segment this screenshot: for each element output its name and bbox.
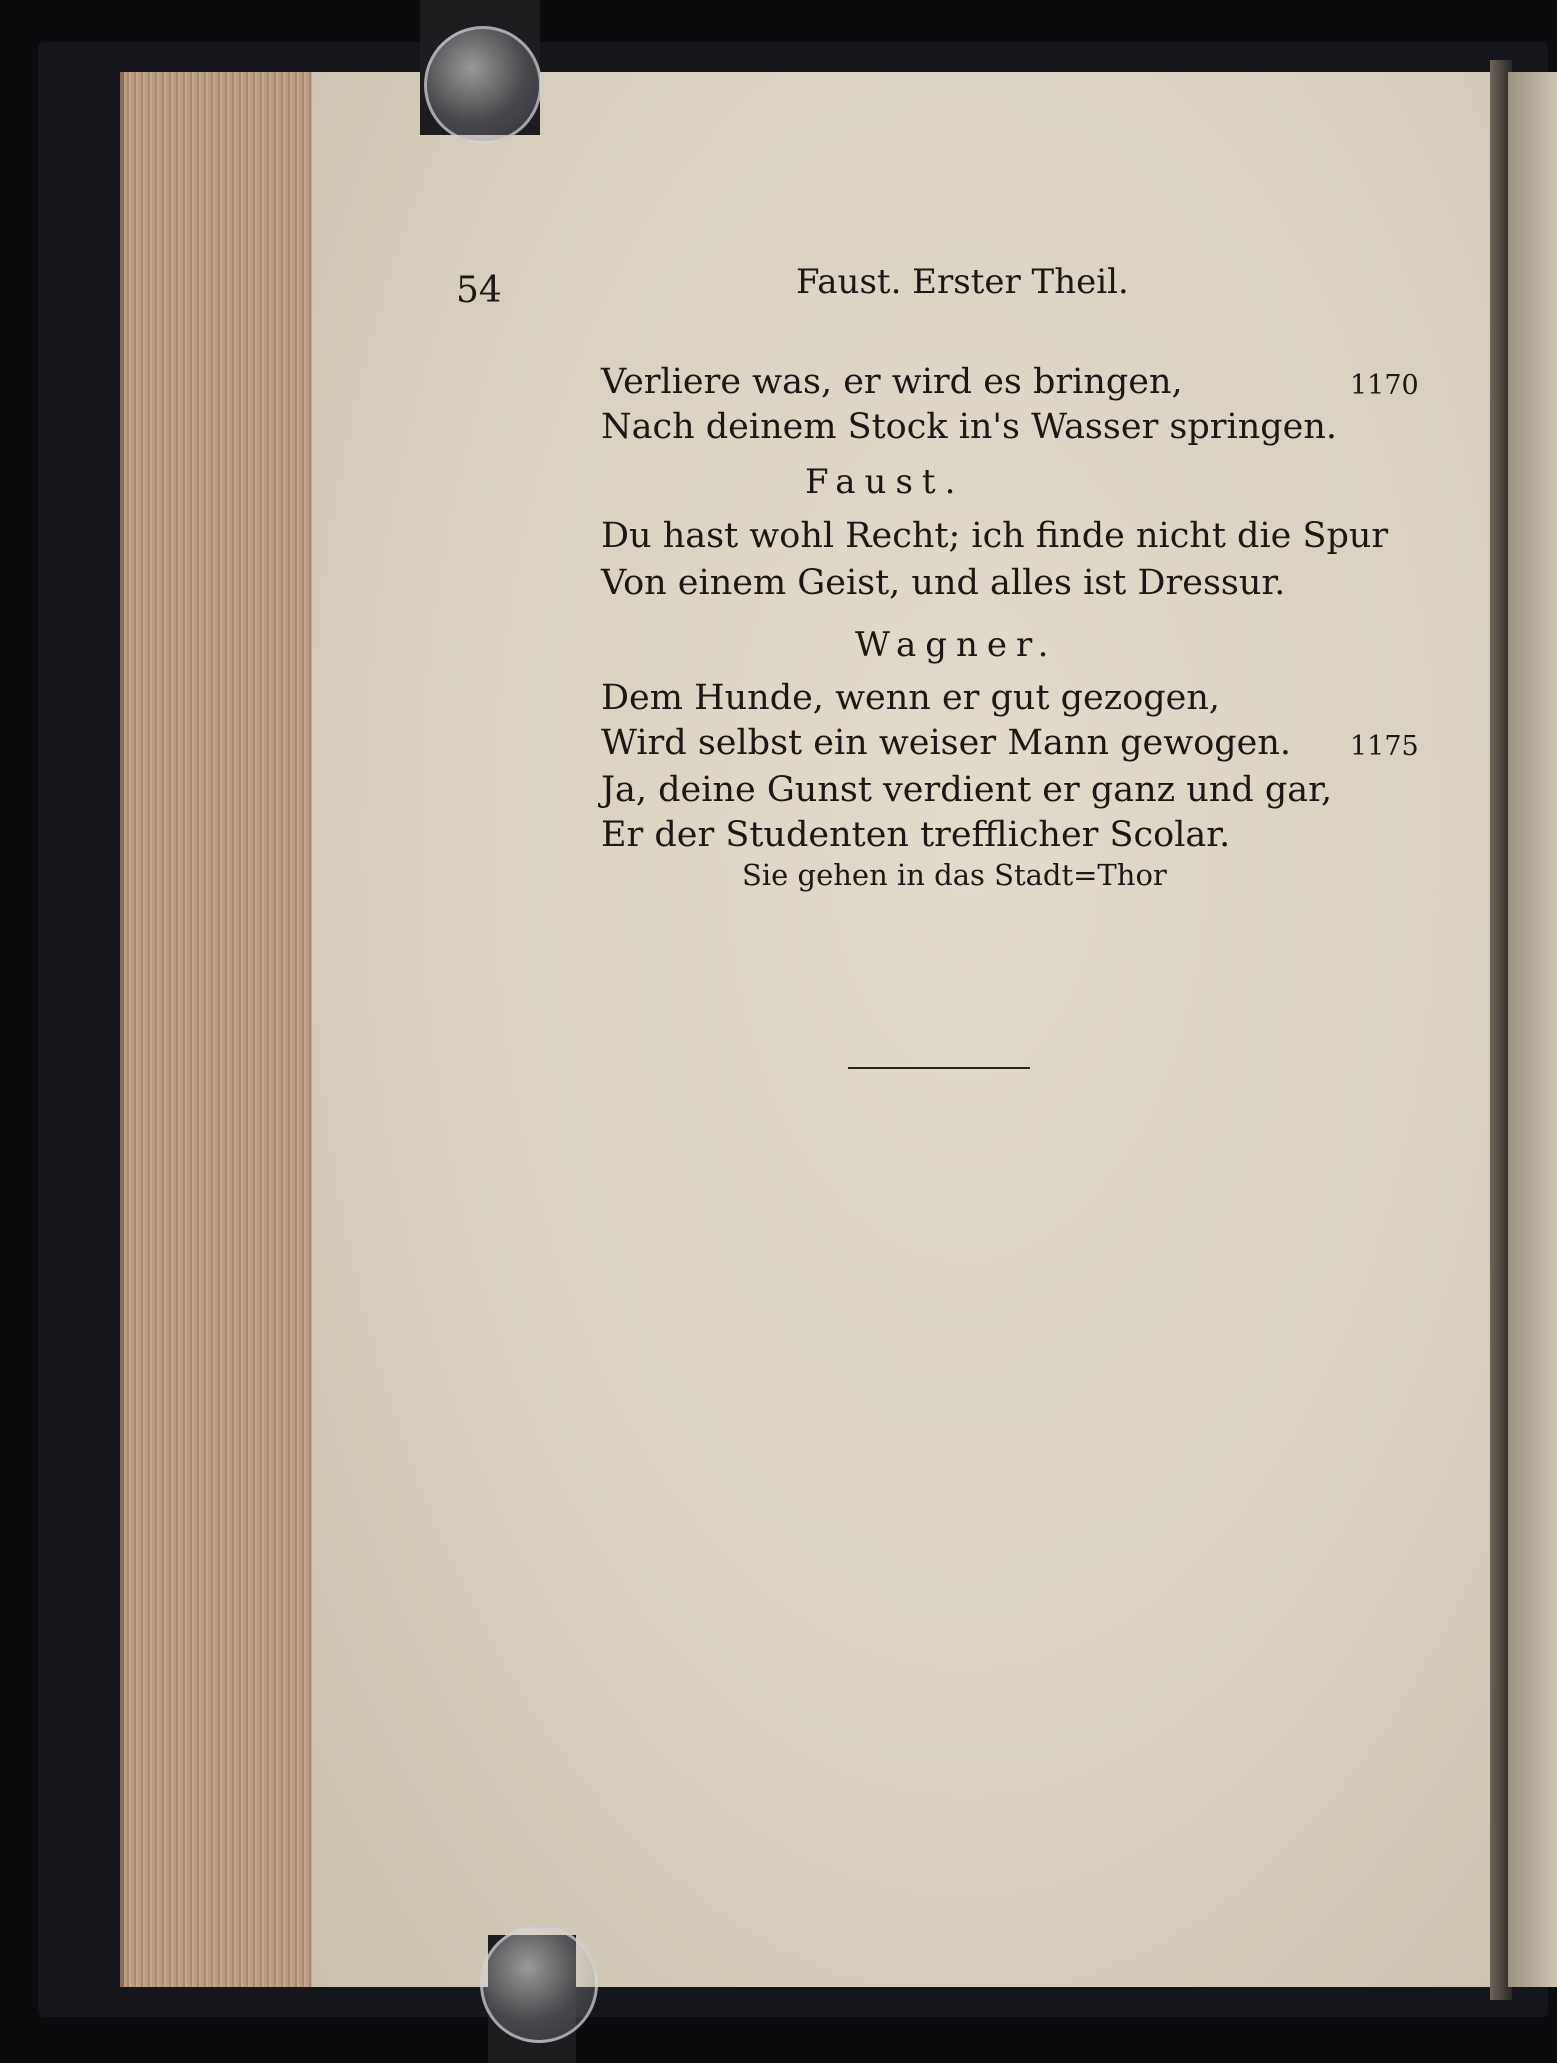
line-number: 1175 [1350,731,1419,762]
facing-page-edge [1508,72,1557,1987]
book-page [312,72,1500,1987]
verse-line: Er der Studenten trefflicher Scolar. [601,815,1231,855]
page-edges [120,72,322,1987]
running-head: Faust. Erster Theil. [796,262,1129,302]
verse-line: Wird selbst ein weiser Mann gewogen. [601,723,1292,763]
line-number: 1170 [1350,370,1419,401]
speaker-name: Wagner. [855,625,1058,665]
verse-line: Ja, deine Gunst verdient er ganz und gar, [601,770,1333,810]
verse-line: Von einem Geist, und alles ist Dressur. [601,563,1286,603]
page-clip-bottom [480,1925,598,2043]
speaker-name: Faust. [805,462,965,502]
stage-direction: Sie gehen in das Stadt=Thor [742,858,1167,892]
verse-line: Nach deinem Stock in's Wasser springen. [601,407,1338,447]
verse-line: Verliere was, er wird es bringen, [601,362,1183,402]
section-rule [848,1067,1030,1069]
page-clip-top [424,26,542,144]
page-number: 54 [456,270,502,311]
verse-line: Du hast wohl Recht; ich finde nicht die Spur [601,516,1389,556]
verse-line: Dem Hunde, wenn er gut gezogen, [601,678,1221,718]
